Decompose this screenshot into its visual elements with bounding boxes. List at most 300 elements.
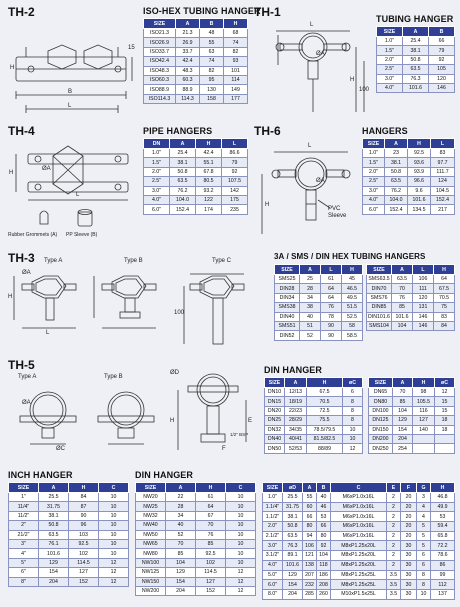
table-cell: 64 (434, 275, 455, 284)
table-cell: 50.8 (403, 55, 429, 64)
th1-dim-100: 100 (359, 87, 370, 93)
table-cell: 30 (401, 580, 417, 590)
table-cell: 10 (226, 530, 256, 539)
table-cell: 131 (413, 303, 434, 312)
table-cell: 114 (224, 75, 248, 84)
table-cell: 61 (196, 493, 226, 502)
column-header: L (321, 265, 342, 275)
table-cell: 26.9 (176, 38, 200, 47)
table-cell: 152.4 (170, 205, 196, 214)
table-cell: 53 (317, 512, 331, 522)
table-cell: NW150 (136, 577, 166, 586)
column-header: SIZE (275, 265, 300, 275)
table-cell: 104 (166, 558, 196, 567)
table-row (367, 312, 455, 321)
table-row (144, 149, 248, 158)
table-cell: 60.3 (176, 75, 200, 84)
table-row (265, 397, 363, 406)
table-cell: DIN52 (275, 331, 300, 340)
th5-dim-f: F (222, 446, 226, 452)
th1-dim-a: ØA (316, 51, 325, 57)
table-cell: 31.75 (39, 502, 69, 511)
table-cell: 74 (224, 38, 248, 47)
table-cell: 55 (303, 493, 317, 503)
table-cell: 10 (99, 539, 129, 548)
table-cell: 6.0" (263, 580, 283, 590)
table-cell: 12 (99, 558, 129, 567)
table-cell: M8xP1.25x25L (331, 580, 387, 590)
table-cell: 10 (226, 521, 256, 530)
table-row (136, 539, 256, 548)
table-cell: DN15 (265, 397, 285, 406)
iso-hex-table (143, 18, 248, 104)
table-row (363, 158, 455, 167)
table-cell: 66 (429, 37, 455, 46)
din-right-table (368, 377, 455, 454)
table-cell: 55 (200, 38, 224, 47)
table-cell: 84 (434, 321, 455, 330)
table-row (263, 493, 455, 503)
table-cell: 4 (417, 512, 431, 522)
th5-dim-a: ØA (22, 400, 31, 406)
table-cell: 72.2 (431, 541, 455, 551)
table-row (369, 397, 455, 406)
table-row (275, 284, 363, 293)
table-cell: 122 (196, 195, 222, 204)
table-cell: 121 (303, 551, 317, 561)
th3-dim-h: H (8, 294, 13, 300)
table-cell: NW20 (136, 493, 166, 502)
table-row (369, 406, 455, 415)
table-cell: ISO33.7 (144, 47, 176, 56)
table-cell: M6xP1.0x16L (331, 531, 387, 541)
table-cell: NW25 (136, 502, 166, 511)
table-cell (435, 434, 455, 443)
inch-title: INCH HANGER (8, 470, 73, 480)
table-cell: 10 (226, 539, 256, 548)
table-row (265, 406, 363, 415)
table-row (377, 83, 455, 92)
table-cell: 114.5 (196, 568, 226, 577)
table-cell: 1.1/2" (263, 512, 283, 522)
table-row (144, 66, 248, 75)
table-cell: 58 (342, 321, 363, 330)
table-cell: 66 (317, 522, 331, 532)
table-header-row (136, 483, 256, 493)
table-cell: 10 (99, 549, 129, 558)
th4-dim-l: L (76, 192, 80, 198)
table-cell: 102 (69, 549, 99, 558)
table-row (369, 416, 455, 425)
column-header: SIZE (265, 378, 285, 388)
th4-code: TH-4 (8, 124, 35, 138)
table-cell: 208 (317, 580, 331, 590)
table-cell: 111.7 (431, 167, 455, 176)
table-cell: 6" (9, 568, 39, 577)
table-cell: 104 (317, 551, 331, 561)
table-cell: 92 (429, 55, 455, 64)
table-cell: 34 (300, 293, 321, 302)
table-cell: M8xP1.25x25L (331, 570, 387, 580)
iso-hex-title: ISO-HEX TUBING HANGER (143, 6, 261, 16)
table-cell: 6.0" (144, 205, 170, 214)
table-cell: NW200 (136, 586, 166, 595)
din-left-table (264, 377, 363, 454)
table-cell: 12 (226, 586, 256, 595)
table-row (144, 167, 248, 176)
table-cell: 84 (69, 493, 99, 502)
th2-dim-h: H (10, 65, 15, 71)
table-row (136, 577, 256, 586)
table-header-row (377, 27, 455, 37)
table-cell: 4 (417, 502, 431, 512)
th2-dim-b: B (68, 89, 73, 95)
table-cell: 152.4 (385, 205, 408, 214)
table-cell: 64 (321, 293, 342, 302)
table-row (144, 29, 248, 38)
table-cell: 127 (69, 568, 99, 577)
table-cell: 6.0" (363, 205, 385, 214)
table-cell: 18 (435, 425, 455, 434)
table-cell: 101.6 (283, 560, 303, 570)
table-cell: 106 (413, 275, 434, 284)
column-header: C (99, 483, 129, 493)
table-cell: 40 (317, 493, 331, 503)
column-header: A (392, 265, 413, 275)
inch-table (8, 482, 129, 587)
table-cell: 120 (413, 293, 434, 302)
table-cell: 25.4 (170, 149, 196, 158)
table-cell: DN80 (369, 397, 393, 406)
table-cell: 51 (300, 321, 321, 330)
table-cell: 33.7 (176, 47, 200, 56)
table-cell: 12 (99, 568, 129, 577)
table-cell: 12 (226, 568, 256, 577)
th3-dim-a: ØA (22, 270, 31, 276)
table-cell: 49.5 (342, 293, 363, 302)
table-cell: NW65 (136, 539, 166, 548)
table-cell: 38.1 (385, 158, 408, 167)
table-row (144, 158, 248, 167)
table-cell: 104.0 (385, 195, 408, 204)
table-cell: 10 (226, 502, 256, 511)
table-cell: 129 (39, 558, 69, 567)
table-row (367, 293, 455, 302)
table-cell: ISO42.4 (144, 57, 176, 66)
table-cell: ISO88.9 (144, 85, 176, 94)
th4-sleeve-label: PP Sleeve (B) (66, 232, 98, 238)
table-cell: 78 (321, 312, 342, 321)
table-cell: 124 (431, 177, 455, 186)
table-cell: DN100 (369, 406, 393, 415)
table-cell: SMS51 (275, 321, 300, 330)
table-cell: 10 (343, 425, 363, 434)
table-cell: DN250 (369, 444, 393, 453)
table-cell: 70 (196, 521, 226, 530)
table-cell: 12 (226, 577, 256, 586)
th5-dim-h: H (170, 418, 175, 424)
table-cell: 154 (39, 568, 69, 577)
table-cell: 3.5 (387, 570, 401, 580)
table-header-row (363, 139, 455, 149)
hangers-table (362, 138, 455, 215)
table-cell: 20 (401, 531, 417, 541)
column-header: E (387, 483, 401, 493)
table-row (144, 85, 248, 94)
table-cell: 67.5 (434, 284, 455, 293)
table-cell: 18/19 (285, 397, 307, 406)
din-title: DIN HANGER (264, 365, 323, 375)
table-cell: 40 (300, 312, 321, 321)
table-cell: 28 (166, 502, 196, 511)
th4-dim-h: H (9, 170, 14, 176)
table-cell: 82 (224, 47, 248, 56)
table-cell: 120 (429, 74, 455, 83)
table-cell: 142 (222, 186, 248, 195)
table-cell: 63.5 (283, 531, 303, 541)
table-cell: 3.5 (387, 580, 401, 590)
table-cell: 140 (413, 425, 435, 434)
column-header: L (431, 139, 455, 149)
table-cell: 235 (222, 205, 248, 214)
table-cell: 1.0" (363, 149, 385, 158)
table-cell: 50.8 (385, 167, 408, 176)
table-cell: 152 (196, 586, 226, 595)
table-cell: 75 (434, 303, 455, 312)
table-cell: 11/4" (9, 502, 39, 511)
table-row (377, 65, 455, 74)
column-header: H (69, 483, 99, 493)
table-cell: 78.5/79.5 (307, 425, 343, 434)
table-cell: 3.0" (363, 186, 385, 195)
column-header: H (307, 378, 343, 388)
table-row (136, 568, 256, 577)
table-cell: DN125 (369, 416, 393, 425)
table-cell: 20 (401, 522, 417, 532)
table-row (263, 570, 455, 580)
table-cell: 42.4 (176, 57, 200, 66)
table-cell: 10 (226, 493, 256, 502)
table-cell: 20 (401, 502, 417, 512)
table-cell: 104 (392, 321, 413, 330)
table-cell: 92 (222, 167, 248, 176)
table-cell: 92.5 (196, 549, 226, 558)
table-cell: 64 (196, 502, 226, 511)
table-cell: 85 (392, 303, 413, 312)
table-row (363, 177, 455, 186)
table-cell: SMS76 (367, 293, 392, 302)
table-cell: 63 (200, 47, 224, 56)
table-cell: 112 (431, 580, 455, 590)
column-header: H (408, 139, 431, 149)
table-cell: 10 (99, 530, 129, 539)
table-cell: 158 (200, 94, 224, 103)
table-cell: 207 (303, 570, 317, 580)
table-cell: SMS25 (275, 275, 300, 284)
table-cell: 65.8 (431, 531, 455, 541)
table-cell: 38.1 (403, 46, 429, 55)
din2-table (135, 482, 256, 596)
table-cell: 72.5 (307, 406, 343, 415)
table-row (367, 275, 455, 284)
column-header: B (200, 19, 224, 29)
hangers-title: HANGERS (362, 126, 408, 136)
table-cell: 3.0" (377, 74, 403, 83)
table-cell: 85 (393, 397, 413, 406)
table-cell: 55.1 (196, 158, 222, 167)
table-cell: 22/23 (285, 406, 307, 415)
table-row (136, 521, 256, 530)
table-cell: 2 (387, 493, 401, 503)
table-cell: 28 (300, 284, 321, 293)
table-header-row (144, 19, 248, 29)
table-row (9, 521, 129, 530)
sms-title: 3A / SMS / DIN HEX TUBING HANGERS (274, 252, 426, 261)
th1-drawing (258, 17, 373, 122)
table-cell: 46.5 (342, 284, 363, 293)
table-cell: 105 (429, 65, 455, 74)
table-row (369, 425, 455, 434)
table-cell: M8xP1.25x20L (331, 551, 387, 561)
table-cell: 96.6 (408, 177, 431, 186)
th5-bsp-label: 1/2" BSP (230, 432, 249, 437)
table-cell: 93.2 (196, 186, 222, 195)
table-cell: 152.4 (431, 195, 455, 204)
table-row (363, 167, 455, 176)
table-cell: 1.1/4" (263, 502, 283, 512)
table-cell: 60 (303, 502, 317, 512)
th3-type-a-label: Type A (44, 258, 63, 264)
table-cell: NW40 (136, 521, 166, 530)
table-cell: 204 (283, 589, 303, 599)
column-header: SIZE (369, 378, 393, 388)
table-cell: ISO26.9 (144, 38, 176, 47)
din2-title: DIN HANGER (135, 470, 194, 480)
table-cell: 9.6 (408, 186, 431, 195)
th2-dim-l: L (68, 103, 72, 109)
table-row (275, 275, 363, 284)
table-cell: ISO60.3 (144, 75, 176, 84)
table-cell: 79 (429, 46, 455, 55)
table-row (369, 434, 455, 443)
table-cell: 154 (283, 580, 303, 590)
table-cell: DIN70 (367, 284, 392, 293)
table-row (275, 331, 363, 340)
table-cell: 63.5 (170, 177, 196, 186)
table-cell: 93 (224, 57, 248, 66)
table-cell: ISO21.3 (144, 29, 176, 38)
table-row (136, 493, 256, 502)
table-cell: 86 (431, 560, 455, 570)
table-cell: 2 (387, 551, 401, 561)
table-cell: 80 (303, 522, 317, 532)
table-cell: 90 (321, 321, 342, 330)
table-cell (435, 444, 455, 453)
table-cell: 175 (222, 195, 248, 204)
table-cell: 76 (321, 303, 342, 312)
table-cell: 25 (300, 275, 321, 284)
table-cell: 2.5" (363, 177, 385, 186)
table-cell: 90 (69, 511, 99, 520)
table-cell: NW50 (136, 530, 166, 539)
column-header: SIZE (367, 265, 392, 275)
table-cell: 18 (435, 416, 455, 425)
table-cell: 99 (431, 570, 455, 580)
table-cell: SMS104 (367, 321, 392, 330)
table-cell: 20 (401, 493, 417, 503)
table-row (363, 149, 455, 158)
table-cell: NW80 (136, 549, 166, 558)
table-cell: 20 (401, 512, 417, 522)
table-cell: DN32 (265, 425, 285, 434)
table-cell: 6 (417, 551, 431, 561)
table-cell: 204 (393, 434, 413, 443)
table-row (275, 312, 363, 321)
column-header: SIZE (136, 483, 166, 493)
table-cell: NW125 (136, 568, 166, 577)
table-row (265, 388, 363, 397)
column-header: A (393, 378, 413, 388)
table-row (136, 502, 256, 511)
th3-dim-100: 100 (174, 310, 185, 316)
pipe-title: PIPE HANGERS (143, 126, 213, 136)
table-cell: DN200 (369, 434, 393, 443)
table-row (136, 511, 256, 520)
th5-type-a-label: Type A (18, 374, 37, 380)
column-header: øD (283, 483, 303, 493)
table-cell: 105.5 (413, 397, 435, 406)
table-cell: 97.7 (431, 158, 455, 167)
table-cell: 52 (166, 530, 196, 539)
table-cell: 80 (317, 531, 331, 541)
table-row (9, 568, 129, 577)
table-cell: 94 (303, 531, 317, 541)
table-cell: DIN85 (367, 303, 392, 312)
table-row (9, 493, 129, 502)
table-cell: M8xP1.25x20L (331, 560, 387, 570)
table-cell: 8" (9, 577, 39, 586)
table-cell: 174 (196, 205, 222, 214)
table-cell: 83 (434, 312, 455, 321)
table-cell: NW32 (136, 511, 166, 520)
pipe-table (143, 138, 248, 215)
table-row (9, 539, 129, 548)
table-cell: 104.0 (170, 195, 196, 204)
th6-dim-h: H (265, 202, 270, 208)
table-cell: 38.1 (283, 512, 303, 522)
table-cell: 21/2" (9, 530, 39, 539)
table-cell: 186 (317, 570, 331, 580)
table-row (363, 195, 455, 204)
column-header: B (429, 27, 455, 37)
table-cell: 15 (435, 406, 455, 415)
table-cell: DIN34 (275, 293, 300, 302)
table-cell: 106 (303, 541, 317, 551)
table-cell: 4" (9, 549, 39, 558)
table-cell: 204 (166, 586, 196, 595)
table-cell: 38.1 (170, 158, 196, 167)
table-cell: 93.6 (408, 158, 431, 167)
column-header: A (166, 483, 196, 493)
table-cell: 8.0" (263, 589, 283, 599)
table-cell: 82 (200, 66, 224, 75)
column-header: H (413, 378, 435, 388)
table-cell: 76.2 (170, 186, 196, 195)
table-cell: 70.5 (434, 293, 455, 302)
table-cell: 30 (401, 551, 417, 561)
table-cell: 76 (392, 293, 413, 302)
table-cell: 68 (224, 29, 248, 38)
